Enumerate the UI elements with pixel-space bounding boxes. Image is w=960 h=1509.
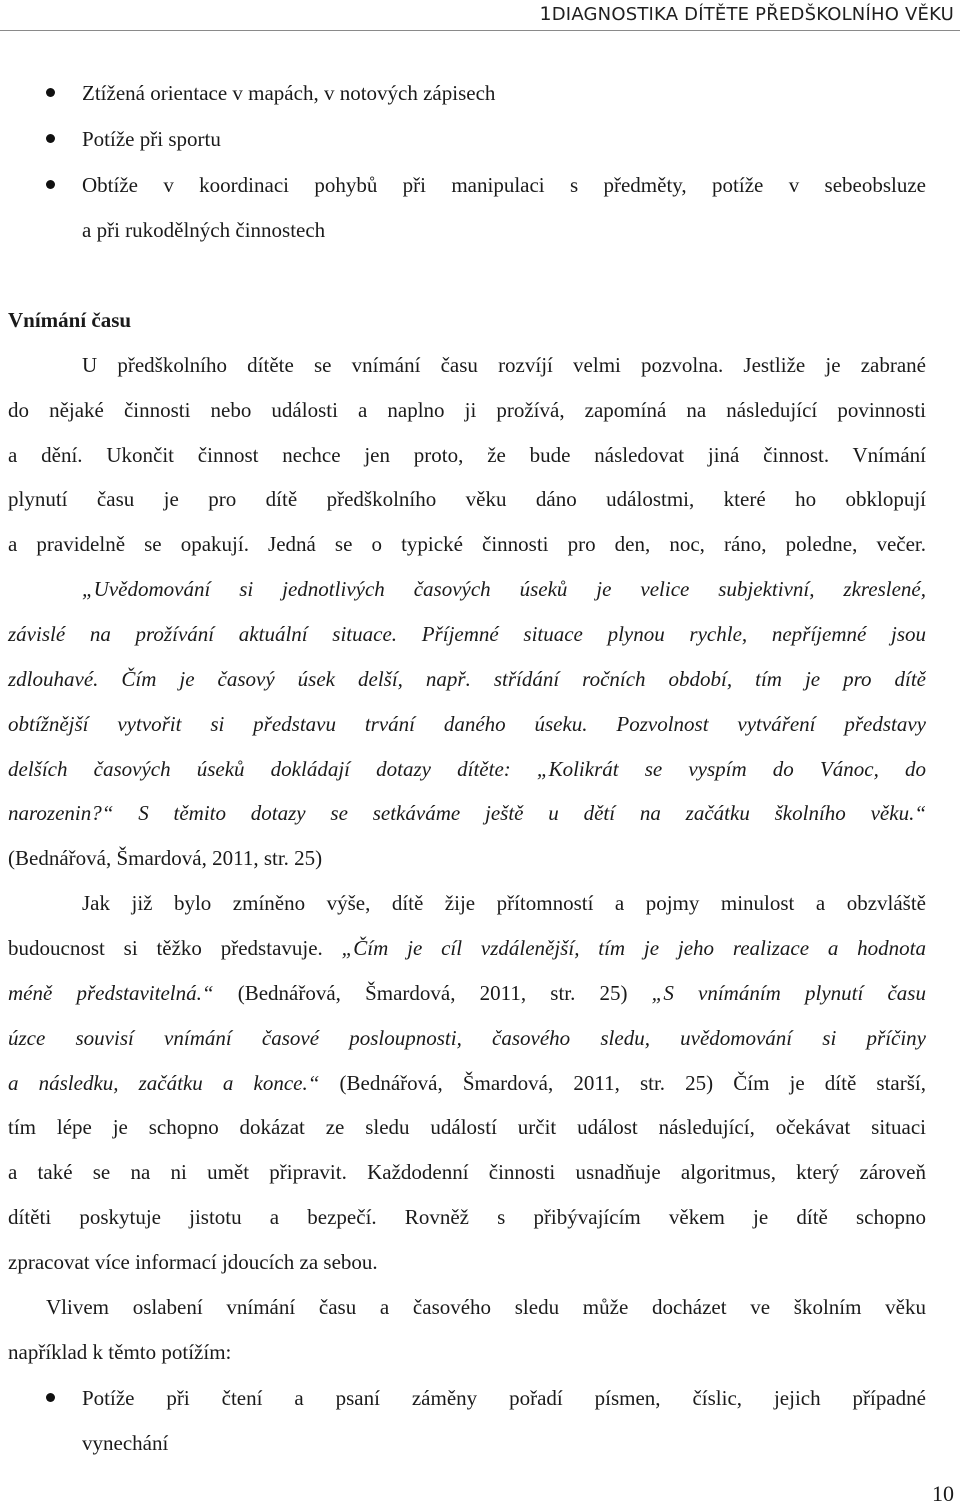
list-item: Potíže při čtení a psaní záměny pořadí písmen, číslic, jejich případné <box>82 1386 926 1410</box>
paragraph-line: dítěti poskytuje jistotu a bezpečí. Rovněž s přibývajícím věkem je dítě schopno <box>8 1205 926 1229</box>
chapter-number: 1 <box>539 3 552 25</box>
paragraph-line: a také se na ni umět připravit. Každodenní činnosti usnadňuje algoritmus, který zároveň <box>8 1160 926 1184</box>
paragraph-line: a dění. Ukončit činnost nechce jen proto, že bude následovat jiná činnost. Vnímání <box>8 443 926 467</box>
list-item: Obtíže v koordinaci pohybů při manipulaci s předměty, potíže v sebeobsluze <box>82 173 926 197</box>
list-item: Ztížená orientace v mapách, v notových zápisech <box>82 81 496 105</box>
header-divider <box>0 30 960 31</box>
running-header <box>539 3 954 25</box>
paragraph-line: například k těmto potížím: <box>8 1340 232 1364</box>
paragraph-line: zpracovat více informací jdoucích za sebou. <box>8 1250 378 1274</box>
paragraph-line <box>8 978 926 1008</box>
paragraph-line: tím lépe je schopno dokázat ze sledu událostí určit událost následující, očekávat situaci <box>8 1115 926 1139</box>
paragraph-line: U předškolního dítěte se vnímání času rozvíjí velmi pozvolna. Jestliže je zabrané <box>82 353 926 377</box>
list-item-continuation: vynechání <box>82 1431 169 1455</box>
quote-text: zdlouhavé. Čím je časový úsek delší, např. střídání ročních období, tím je pro dítě <box>8 667 926 691</box>
paragraph-line <box>8 1068 926 1098</box>
quote-line <box>82 574 926 604</box>
page-number: 10 <box>932 1481 954 1506</box>
quote-line <box>8 664 926 694</box>
paragraph-line: plynutí času je pro dítě předškolního věku dáno událostmi, které ho obklopují <box>8 487 926 511</box>
quote-line <box>8 709 926 739</box>
quote-text: a následku, začátku a konce.“ <box>8 1071 320 1095</box>
quote-text: úzce souvisí vnímání časové posloupnosti, časového sledu, uvědomování si příčiny <box>8 1026 926 1050</box>
quote-line <box>8 619 926 649</box>
section-heading: Vnímání času <box>8 308 132 332</box>
paragraph-line <box>8 933 926 963</box>
list-item: Potíže při sportu <box>82 127 221 151</box>
quote-line <box>8 1023 926 1053</box>
quote-text: obtížnější vytvořit si představu trvání daného úseku. Pozvolnost vytváření představy <box>8 712 926 736</box>
bullet-dot <box>46 180 55 189</box>
quote-line <box>8 754 926 784</box>
text-run: budoucnost si těžko představuje. <box>8 936 342 960</box>
citation: (Bednářová, Šmardová, 2011, str. 25) Čím je dítě starší, <box>319 1071 926 1095</box>
quote-text: narozenin?“ S těmito dotazy se setkáváme ještě u dětí na začátku školního věku.“ <box>8 801 926 825</box>
quote-text: „Čím je cíl vzdálenější, tím je jeho realizace a hodnota <box>341 936 926 960</box>
paragraph-line: Jak již bylo zmíněno výše, dítě žije přítomností a pojmy minulost a obzvláště <box>82 891 926 915</box>
quote-text: „Uvědomování si jednotlivých časových úseků je velice subjektivní, zkreslené, <box>82 577 926 601</box>
quote-line <box>8 798 926 828</box>
quote-text: „S vnímáním plynutí času <box>651 981 926 1005</box>
chapter-title: DIAGNOSTIKA DÍTĚTE PŘEDŠKOLNÍHO VĚKU <box>551 4 954 25</box>
quote-text: méně představitelná.“ <box>8 981 214 1005</box>
quote-text: závislé na prožívání aktuální situace. Příjemné situace plynou rychle, nepříjemné jsou <box>8 622 926 646</box>
list-item-continuation: a při rukodělných činnostech <box>82 218 326 242</box>
quote-text: delších časových úseků dokládají dotazy dítěte: „Kolikrát se vyspím do Vánoc, do <box>8 757 926 781</box>
bullet-dot <box>46 88 55 97</box>
paragraph-line: a pravidelně se opakují. Jedná se o typické činnosti pro den, noc, ráno, poledne, večer. <box>8 532 926 556</box>
bullet-dot <box>46 134 55 143</box>
bullet-dot <box>46 1393 55 1402</box>
paragraph-line: do nějaké činnosti nebo události a naplno ji prožívá, zapomíná na následující povinnosti <box>8 398 926 422</box>
paragraph-line: Vlivem oslabení vnímání času a časového sledu může docházet ve školním věku <box>46 1295 926 1319</box>
citation: (Bednářová, Šmardová, 2011, str. 25) <box>213 981 652 1005</box>
citation: (Bednářová, Šmardová, 2011, str. 25) <box>8 846 323 870</box>
